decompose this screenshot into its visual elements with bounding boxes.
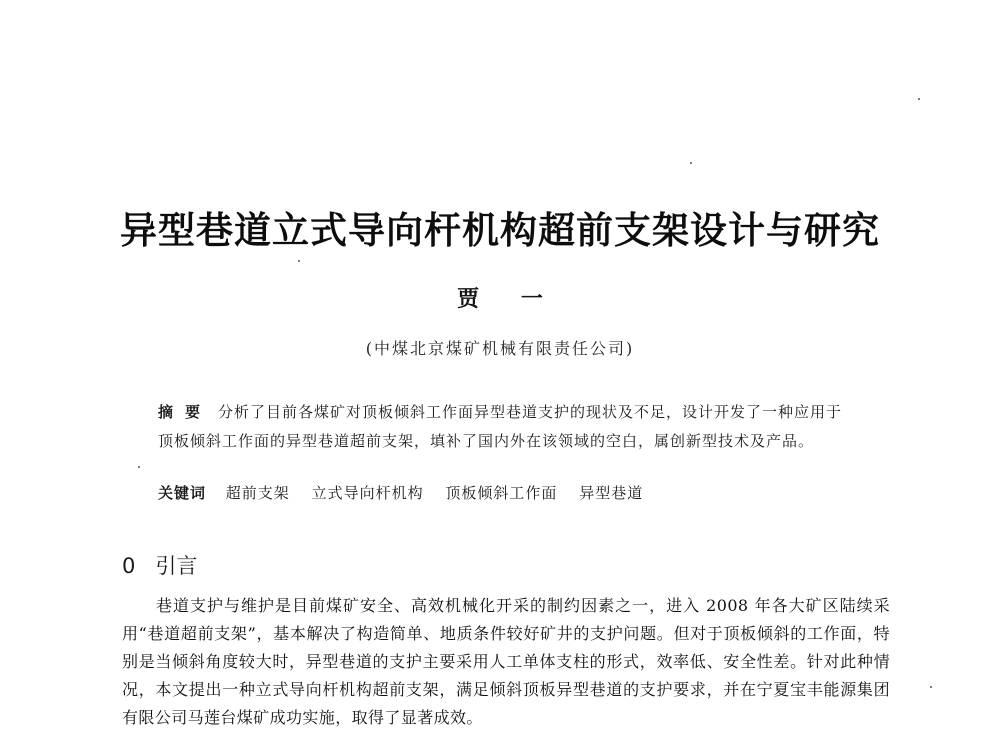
scan-speck (930, 686, 932, 688)
keyword: 顶板倾斜工作面 (445, 484, 558, 502)
scan-speck (690, 162, 692, 164)
section-heading (122, 550, 197, 580)
author-affiliation: (中煤北京煤矿机械有限责任公司) (365, 339, 635, 358)
abstract (158, 398, 858, 456)
abstract-text: 分析了目前各煤矿对顶板倾斜工作面异型巷道支护的现状及不足，设计开发了一种应用于顶板倾斜工作面的异型巷道超前支架，填补了国内外在该领域的空白，属创新型技术及产品。 (158, 403, 843, 450)
section-number: 0 (122, 554, 136, 578)
section-title: 引言 (155, 554, 198, 578)
author-name: 贾 一 (457, 286, 543, 312)
scan-speck (918, 98, 920, 100)
keywords-label: 关键词 (158, 484, 207, 502)
body-paragraph: 巷道支护与维护是目前煤矿安全、高效机械化开采的制约因素之一，进入 2008 年各大矿区陆续采用“巷道超前支架”，基本解决了构造简单、地质条件较好矿井的支护问题。但对于顶板倾斜的工作面，特别是当倾斜角度较大时，异型巷道的支护主要采用人工单体支柱的形式，效率低、安全性差。针对此种情况，本文提出一种立式导向杆机构超前支架，满足倾斜顶板异型巷道的支护要求，并在宁夏宝丰能源集团有限公司马莲台煤矿成功实施，取得了显著成效。 (122, 596, 890, 727)
scan-speck (298, 260, 300, 262)
keyword: 异型巷道 (579, 484, 644, 502)
keyword: 超前支架 (225, 484, 290, 502)
abstract-label: 摘要 (158, 403, 213, 421)
scan-speck (138, 466, 140, 468)
paper-title: 异型巷道立式导向杆机构超前支架设计与研究 (120, 208, 880, 252)
keyword: 立式导向杆机构 (311, 484, 424, 502)
keywords (158, 482, 858, 503)
